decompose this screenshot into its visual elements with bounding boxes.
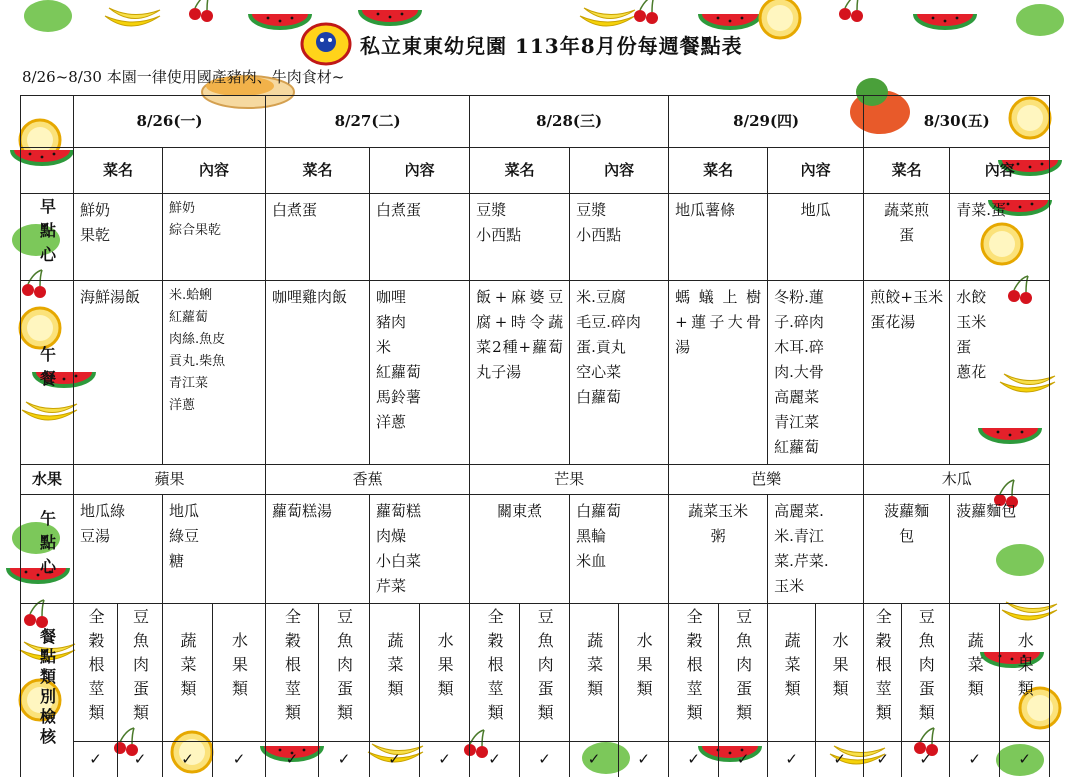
category-fruit: 水果類: [619, 604, 669, 742]
snack-content-3: 高麗菜. 米.青江 菜.芹菜. 玉米: [768, 495, 864, 604]
corner-cell: [21, 96, 74, 148]
category-protein: 豆魚肉蛋類: [520, 604, 570, 742]
lunch-dish-1: 咖哩雞肉飯: [266, 281, 370, 465]
column-header-row: [21, 148, 1050, 194]
category-grains: 全穀根莖類: [266, 604, 319, 742]
notice-text: 8/26~8/30 本園一律使用國產豬肉、牛肉食材~: [22, 68, 345, 86]
weekly-menu-table: [20, 95, 1050, 777]
lunch-row: [21, 281, 1050, 465]
breakfast-content-3: 地瓜: [768, 194, 864, 281]
check-mark: ✓: [768, 742, 816, 777]
lunch-label: 午餐: [21, 281, 74, 465]
check-mark: ✓: [719, 742, 768, 777]
check-mark: ✓: [816, 742, 864, 777]
check-mark: ✓: [370, 742, 420, 777]
category-fruit: 水果類: [816, 604, 864, 742]
check-mark: ✓: [520, 742, 570, 777]
check-mark: ✓: [163, 742, 213, 777]
corner-cell-2: [21, 148, 74, 194]
check-mark: ✓: [619, 742, 669, 777]
breakfast-content-0: 鮮奶 綜合果乾: [163, 194, 266, 281]
lunch-dish-4: 煎餃+玉米蛋花湯: [864, 281, 950, 465]
breakfast-content-4: 青菜.蛋: [950, 194, 1050, 281]
check-mark: ✓: [118, 742, 163, 777]
snack-dish-3: 蔬菜玉米 粥: [669, 495, 768, 604]
fruit-1: 香蕉: [266, 465, 470, 495]
fruit-row: [21, 465, 1050, 495]
category-grains: 全穀根莖類: [74, 604, 118, 742]
content-header: 內容: [950, 148, 1050, 194]
category-protein: 豆魚肉蛋類: [719, 604, 768, 742]
breakfast-content-1: 白煮蛋: [370, 194, 470, 281]
kindergarten-logo-icon: [300, 22, 352, 66]
category-protein: 豆魚肉蛋類: [118, 604, 163, 742]
category-grains: 全穀根莖類: [470, 604, 520, 742]
fruit-3: 芭樂: [669, 465, 864, 495]
breakfast-dish-0: 鮮奶 果乾: [74, 194, 163, 281]
check-mark: ✓: [1000, 742, 1050, 777]
day-header-2: 8/28(三): [470, 96, 669, 148]
check-mark: ✓: [266, 742, 319, 777]
day-header-4: 8/30(五): [864, 96, 1050, 148]
check-mark: ✓: [669, 742, 719, 777]
category-vegetable: 蔬菜類: [163, 604, 213, 742]
category-vegetable: 蔬菜類: [570, 604, 619, 742]
category-grains: 全穀根莖類: [669, 604, 719, 742]
check-mark: ✓: [864, 742, 902, 777]
snack-dish-2: 關東煮: [470, 495, 570, 604]
category-fruit: 水果類: [420, 604, 470, 742]
lunch-dish-3: 螞蟻上樹+蓮子大骨湯: [669, 281, 768, 465]
snack-content-4: 菠蘿麵包: [950, 495, 1050, 604]
category-row: [21, 604, 1050, 742]
lunch-content-4: 水餃 玉米 蛋 蔥花: [950, 281, 1050, 465]
check-mark: ✓: [470, 742, 520, 777]
breakfast-dish-2: 豆漿 小西點: [470, 194, 570, 281]
check-mark: ✓: [950, 742, 1000, 777]
content-header: 內容: [768, 148, 864, 194]
dish-header: 菜名: [470, 148, 570, 194]
content-header: 內容: [570, 148, 669, 194]
dish-header: 菜名: [266, 148, 370, 194]
category-vegetable: 蔬菜類: [768, 604, 816, 742]
snack-row: [21, 495, 1050, 604]
category-fruit: 水果類: [1000, 604, 1050, 742]
category-grains: 全穀根莖類: [864, 604, 902, 742]
breakfast-dish-1: 白煮蛋: [266, 194, 370, 281]
breakfast-dish-3: 地瓜薯條: [669, 194, 768, 281]
page-title: 私立東東幼兒園 113年8月份每週餐點表: [360, 33, 743, 58]
check-mark: ✓: [570, 742, 619, 777]
dish-header: 菜名: [669, 148, 768, 194]
check-mark: ✓: [420, 742, 470, 777]
breakfast-content-2: 豆漿 小西點: [570, 194, 669, 281]
snack-content-1: 蘿蔔糕 肉燥 小白菜 芹菜: [370, 495, 470, 604]
content-header: 內容: [163, 148, 266, 194]
category-fruit: 水果類: [213, 604, 266, 742]
category-vegetable: 蔬菜類: [370, 604, 420, 742]
title-area: [300, 22, 743, 66]
snack-content-0: 地瓜 綠豆 糖: [163, 495, 266, 604]
check-mark: ✓: [213, 742, 266, 777]
category-protein: 豆魚肉蛋類: [902, 604, 950, 742]
lunch-content-1: 咖哩 豬肉 米 紅蘿蔔 馬鈴薯 洋蔥: [370, 281, 470, 465]
check-row: [21, 742, 1050, 777]
category-vegetable: 蔬菜類: [950, 604, 1000, 742]
lunch-content-0: 米.蛤蜊 紅蘿蔔 肉絲.魚皮 貢丸.柴魚 青江菜 洋蔥: [163, 281, 266, 465]
check-label: 餐點類別檢核: [21, 604, 74, 777]
fruit-0: 蘋果: [74, 465, 266, 495]
day-header-row: [21, 96, 1050, 148]
snack-dish-0: 地瓜綠 豆湯: [74, 495, 163, 604]
lunch-dish-2: 飯+麻婆豆腐+時令蔬菜2種+蘿蔔丸子湯: [470, 281, 570, 465]
snack-content-2: 白蘿蔔 黑輪 米血: [570, 495, 669, 604]
day-header-0: 8/26(一): [74, 96, 266, 148]
breakfast-dish-4: 蔬菜煎 蛋: [864, 194, 950, 281]
category-protein: 豆魚肉蛋類: [319, 604, 370, 742]
day-header-3: 8/29(四): [669, 96, 864, 148]
snack-dish-4: 菠蘿麵 包: [864, 495, 950, 604]
check-mark: ✓: [902, 742, 950, 777]
fruit-4: 木瓜: [864, 465, 1050, 495]
lunch-dish-0: 海鮮湯飯: [74, 281, 163, 465]
lunch-content-3: 冬粉.蓮 子.碎肉 木耳.碎 肉.大骨 高麗菜 青江菜 紅蘿蔔: [768, 281, 864, 465]
check-mark: ✓: [74, 742, 118, 777]
dish-header: 菜名: [74, 148, 163, 194]
snack-dish-1: 蘿蔔糕湯: [266, 495, 370, 604]
breakfast-label: 早點心: [21, 194, 74, 281]
breakfast-row: [21, 194, 1050, 281]
content-header: 內容: [370, 148, 470, 194]
fruit-label: 水果: [21, 465, 74, 495]
check-mark: ✓: [319, 742, 370, 777]
lunch-content-2: 米.豆腐 毛豆.碎肉 蛋.貢丸 空心菜 白蘿蔔: [570, 281, 669, 465]
fruit-2: 芒果: [470, 465, 669, 495]
snack-label: 午點心: [21, 495, 74, 604]
day-header-1: 8/27(二): [266, 96, 470, 148]
dish-header: 菜名: [864, 148, 950, 194]
